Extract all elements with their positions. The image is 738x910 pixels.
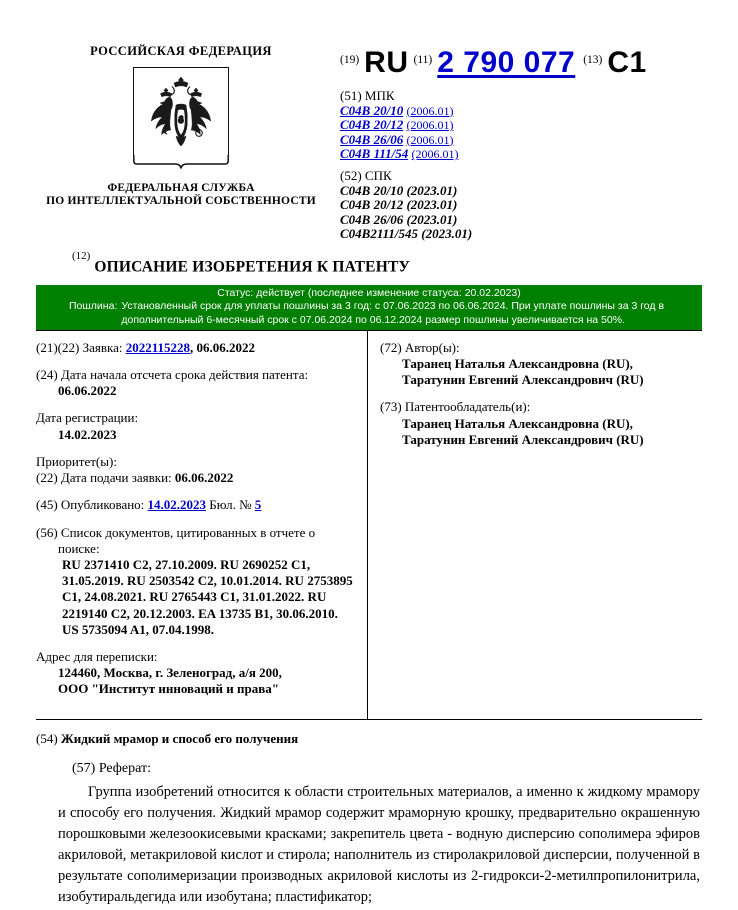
agency-line-1: ФЕДЕРАЛЬНАЯ СЛУЖБА [107, 182, 255, 194]
abstract-text: Группа изобретений относится к области строительных материалов, а именно к жидкому мрамору и способу его получения. Жидкий мрамор содержит мраморную крошку, предварительно окрашенную порошковыми железоокисевыми красками; закрепитель цвета - водную дисперсию сополимера эфиров акриловой, метакриловой кислот и стирола; наполнитель из стиролакриловой дисперсии, полученной в результате сополимеризации производных акриловой кислоты из 2-гидрокси-2-метилпропилонитрила, изобутиральдегида или изобутана; пластификатор; [58, 783, 700, 905]
term-start-field [36, 367, 357, 399]
inid-54: (54) [36, 730, 58, 746]
agency-name [36, 182, 326, 208]
term-start-value: 06.06.2022 [58, 383, 117, 399]
application-number-link[interactable]: 2022115228 [125, 339, 191, 355]
ipc-version[interactable]: (2006.01) [406, 118, 454, 133]
ipc-version[interactable]: (2006.01) [411, 147, 459, 162]
country-code: RU [364, 46, 409, 79]
document-type-title [36, 249, 702, 276]
inid-12: (12) [72, 249, 91, 262]
coat-of-arms-box [133, 67, 229, 155]
ipc-version[interactable]: (2006.01) [406, 132, 454, 147]
ipc-code[interactable]: C04B 20/12 [340, 117, 404, 133]
ipc-item [340, 147, 702, 162]
author-name: Таранец Наталья Александровна (RU), [402, 356, 633, 372]
authors-label: (72) Автор(ы): [380, 339, 460, 355]
ipc-code[interactable]: C04B 20/10 [340, 102, 404, 118]
emblem-bracket [133, 155, 229, 169]
cpc-item: C04B 26/06 (2023.01) [340, 211, 458, 227]
application-date: , 06.06.2022 [190, 339, 256, 355]
citations-label: (56) Список документов, цитированных в отчете о поиске: [36, 524, 316, 556]
patent-holder-name: Таратунин Евгений Александрович (RU) [402, 431, 644, 447]
priority-label: Приоритет(ы): [36, 453, 117, 469]
invention-title: Жидкий мрамор и способ его получения [60, 730, 299, 746]
ipc-item [340, 118, 702, 133]
authors-field [380, 340, 702, 389]
inid-19: (19) [340, 54, 360, 66]
status-banner [36, 285, 702, 330]
patent-identifier-line [340, 46, 702, 80]
registration-value: 14.02.2023 [58, 426, 117, 442]
fee-notice [40, 300, 698, 326]
bibliographic-left-column [36, 331, 368, 719]
filing-date-row [36, 470, 357, 486]
document-type-label: ОПИСАНИЕ ИЗОБРЕТЕНИЯ К ПАТЕНТУ [94, 258, 411, 276]
filing-date-value: 06.06.2022 [174, 470, 234, 486]
term-start-label: (24) Дата начала отсчета срока действия патента: [36, 367, 309, 383]
patent-holders-label: (73) Патентообладатель(и): [380, 399, 531, 415]
document-header [36, 0, 702, 242]
ipc-code[interactable]: C04B 26/06 [340, 131, 404, 147]
inid-11: (11) [413, 54, 433, 66]
address-line-1: 124460, Москва, г. Зеленоград, а/я 200, [58, 665, 282, 681]
author-name: Таратунин Евгений Александрович (RU) [402, 372, 644, 388]
publication-date-link[interactable]: 14.02.2023 [147, 497, 207, 513]
ipc-version[interactable]: (2006.01) [406, 103, 454, 118]
ipc-label: (51) МПК [340, 88, 395, 103]
priority-field [36, 454, 357, 486]
bibliographic-section [36, 330, 702, 720]
publication-label: (45) Опубликовано: [36, 497, 145, 513]
cpc-item: C04B 20/10 (2023.01) [340, 182, 458, 198]
citations-field [36, 525, 357, 638]
ipc-item [340, 104, 702, 119]
emblem-container [133, 67, 229, 174]
patent-holders-field [380, 399, 702, 448]
ipc-item [340, 133, 702, 148]
status-text: Статус: действует (последнее изменение статуса: 20.02.2023) [217, 287, 521, 300]
header-right-column [326, 44, 702, 242]
registration-field [36, 410, 357, 442]
cpc-item: C04B2111/545 (2023.01) [340, 226, 473, 242]
header-left-column [36, 44, 326, 208]
cpc-item: C04B 20/12 (2023.01) [340, 197, 458, 213]
country-name: РОССИЙСКАЯ ФЕДЕРАЦИЯ [90, 44, 272, 58]
agency-line-2: ПО ИНТЕЛЛЕКТУАЛЬНОЙ СОБСТВЕННОСТИ [46, 195, 316, 207]
fee-text: Установленный срок для уплаты пошлины за 3 год: с 07.06.2023 по 06.06.2024. При уплате пошлины за 3 год в дополнительный 6-месячный срок с 07.06.2024 по 06.12.2024 размер пошлины увеличивается на 50%. [121, 300, 665, 326]
fee-label: Пошлина: [69, 300, 118, 313]
bibliographic-right-column [368, 331, 702, 719]
cpc-classification-block [340, 169, 702, 242]
registration-label: Дата регистрации: [36, 410, 139, 426]
cpc-label: (52) СПК [340, 167, 392, 183]
invention-title-row [36, 731, 702, 747]
bulletin-label: Бюл. № [209, 497, 252, 513]
patent-holder-name: Таранец Наталья Александровна (RU), [402, 415, 633, 431]
kind-code: C1 [607, 46, 647, 79]
publication-field [36, 497, 357, 513]
application-label: (21)(22) Заявка: [36, 339, 123, 355]
ipc-classification-block [340, 89, 702, 162]
abstract-label: (57) Реферат: [72, 760, 151, 776]
application-field [36, 340, 357, 356]
filing-date-label: (22) Дата подачи заявки: [36, 470, 172, 486]
bulletin-number-link[interactable]: 5 [254, 497, 262, 513]
correspondence-address-field [36, 649, 357, 698]
address-label: Адрес для переписки: [36, 648, 158, 664]
citations-text: RU 2371410 C2, 27.10.2009. RU 2690252 C1, 31.05.2019. RU 2503542 C2, 10.01.2014. RU 2753895 C1, 24.08.2021. RU 2765443 C1, 31.01.2022. RU 2219140 C2, 20.12.2003. EA 13735 B1, 30.06.2010. US 5735094 A1, 07.04.1998. [62, 556, 353, 637]
patent-number[interactable]: 2 790 077 [437, 46, 576, 79]
inid-13: (13) [583, 54, 603, 66]
ipc-code[interactable]: C04B 111/54 [340, 146, 409, 162]
address-line-2: ООО "Институт инноваций и права" [58, 681, 279, 697]
russian-double-headed-eagle-icon [143, 72, 219, 152]
